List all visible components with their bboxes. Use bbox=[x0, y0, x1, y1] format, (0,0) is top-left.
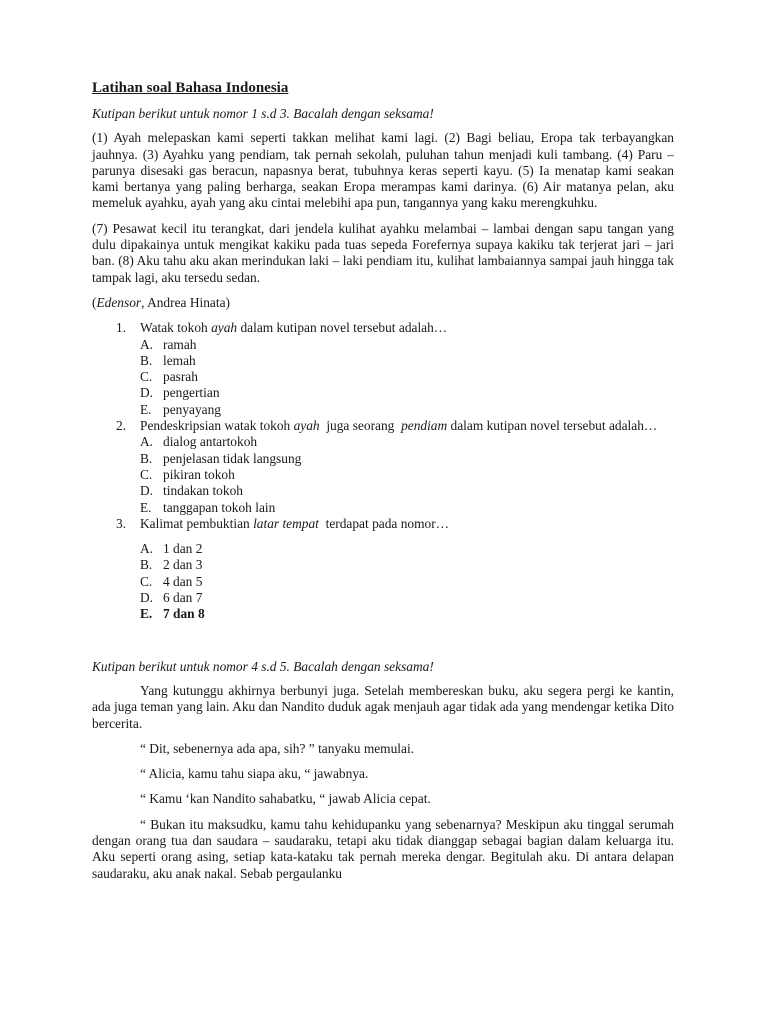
question-2 bbox=[92, 418, 674, 516]
option-text: 7 dan 8 bbox=[163, 606, 205, 622]
question-emphasis: pendiam bbox=[401, 418, 448, 434]
option-letter: A. bbox=[140, 336, 154, 352]
question-text-part: Watak tokoh bbox=[140, 320, 212, 336]
option-letter: C. bbox=[140, 573, 153, 589]
option-e[interactable] bbox=[140, 402, 674, 418]
question-text-part: juga seorang bbox=[319, 418, 402, 434]
option-letter: B. bbox=[140, 557, 153, 573]
question-emphasis: latar tempat bbox=[253, 515, 319, 531]
option-letter: A. bbox=[140, 541, 154, 557]
dialogue-line-3: “ Kamu ‘kan Nandito sahabatku, “ jawab Alicia cepat. bbox=[140, 791, 431, 807]
question-text-part: Kalimat pembuktian bbox=[140, 515, 254, 531]
option-d[interactable] bbox=[140, 483, 674, 499]
option-text: 1 dan 2 bbox=[163, 541, 203, 557]
passage-2-paragraph-2: “ Bukan itu maksudku, kamu tahu kehidupanku yang sebenarnya? Meskipun aku tinggal serumah dengan orang tua dan saudara – saudaraku, tetapi aku tidak dianggap sebagai bagian dalam keluarga itu. Aku seperti orang asing, setiap kata-kataku tak pernah mereka dengar. Begitulah aku. Di antara delapan saudaraku, aku anak nakal. Sebab pergaulanku bbox=[92, 816, 674, 881]
source-book-title: Edensor bbox=[96, 294, 142, 310]
source-author: , Andrea Hinata) bbox=[141, 294, 230, 310]
source-open: ( bbox=[92, 294, 97, 310]
option-text: penyayang bbox=[163, 401, 222, 417]
option-a[interactable] bbox=[140, 337, 674, 353]
question-emphasis: ayah bbox=[293, 418, 320, 434]
option-list bbox=[140, 337, 674, 418]
question-text-part: Pendeskripsian watak tokoh bbox=[140, 418, 294, 434]
option-c[interactable] bbox=[140, 467, 674, 483]
question-text-part: dalam kutipan novel tersebut adalah… bbox=[447, 418, 658, 434]
option-text: pikiran tokoh bbox=[163, 466, 235, 482]
option-letter: B. bbox=[140, 352, 153, 368]
option-list bbox=[140, 434, 674, 515]
option-b[interactable] bbox=[140, 451, 674, 467]
question-text bbox=[140, 516, 674, 532]
option-text: 4 dan 5 bbox=[163, 573, 203, 589]
question-text bbox=[140, 320, 674, 336]
question-1 bbox=[92, 320, 674, 418]
question-text bbox=[140, 418, 674, 434]
option-a[interactable] bbox=[140, 541, 674, 557]
option-text: ramah bbox=[163, 336, 197, 352]
document-content bbox=[92, 78, 674, 891]
dialogue-line-2: “ Alicia, kamu tahu siapa aku, “ jawabnya. bbox=[140, 766, 369, 782]
option-a[interactable] bbox=[140, 434, 674, 450]
option-letter: D. bbox=[140, 590, 154, 606]
option-text: dialog antartokoh bbox=[163, 434, 258, 450]
question-text-part: terdapat pada nomor… bbox=[318, 515, 450, 531]
passage-source bbox=[92, 295, 674, 311]
question-number: 2. bbox=[116, 418, 127, 434]
passage-1-paragraph-1: (1) Ayah melepaskan kami seperti takkan melihat kami lagi. (2) Bagi beliau, Eropa tak terbayangkan jauhnya. (3) Ayahku yang pendiam, tak pernah sekolah, puluhan tahun menjadi kuli tambang. (4) Paru – parunya disesaki gas beracun, napasnya berat, tubuhnya keras seperti kayu. (5) Ia menatap kami seakan kami bertanya yang paling berharga, seakan Eropa merampas kami darinya. (6) Air matanya pelan, aku memeluk ayahku, ayah yang aku cintai melebihi apa pun, tangannya yang kaku merengkuhku. bbox=[92, 130, 674, 211]
option-text: 2 dan 3 bbox=[163, 557, 203, 573]
option-e[interactable] bbox=[140, 500, 674, 516]
option-text: penjelasan tidak langsung bbox=[163, 450, 302, 466]
option-text: pengertian bbox=[163, 385, 220, 401]
question-text-part: dalam kutipan novel tersebut adalah… bbox=[237, 320, 448, 336]
passage-2-paragraph-1: Yang kutunggu akhirnya berbunyi juga. Setelah membereskan buku, aku segera pergi ke kantin, ada juga teman yang lain. Aku dan Nandito duduk agak menjauh agar tidak ada yang mendengar ketika Dito bercerita. bbox=[92, 682, 674, 731]
question-list bbox=[92, 320, 674, 622]
option-letter: D. bbox=[140, 385, 154, 401]
option-letter: D. bbox=[140, 483, 154, 499]
option-letter: C. bbox=[140, 466, 153, 482]
option-letter: E. bbox=[140, 401, 152, 417]
option-e-answer[interactable] bbox=[140, 606, 674, 622]
dialogue-line-1: “ Dit, sebenernya ada apa, sih? ” tanyaku memulai. bbox=[140, 740, 415, 756]
option-text: tanggapan tokoh lain bbox=[163, 499, 276, 515]
question-number: 3. bbox=[116, 515, 127, 531]
question-emphasis: ayah bbox=[211, 320, 238, 336]
option-letter: E. bbox=[140, 499, 152, 515]
option-b[interactable] bbox=[140, 353, 674, 369]
document-title: Latihan soal Bahasa Indonesia bbox=[92, 80, 289, 96]
option-text: tindakan tokoh bbox=[163, 483, 243, 499]
option-d[interactable] bbox=[140, 385, 674, 401]
option-text: lemah bbox=[163, 352, 196, 368]
option-d[interactable] bbox=[140, 590, 674, 606]
passage-1-instruction: Kutipan berikut untuk nomor 1 s.d 3. Bacalah dengan seksama! bbox=[92, 106, 434, 121]
question-number: 1. bbox=[116, 320, 127, 336]
option-letter: B. bbox=[140, 450, 153, 466]
option-letter: A. bbox=[140, 434, 154, 450]
question-3 bbox=[92, 516, 674, 623]
option-c[interactable] bbox=[140, 369, 674, 385]
option-text: pasrah bbox=[163, 369, 198, 385]
option-letter: E. bbox=[140, 606, 153, 622]
passage-2-instruction: Kutipan berikut untuk nomor 4 s.d 5. Bacalah dengan seksama! bbox=[92, 658, 434, 674]
option-c[interactable] bbox=[140, 574, 674, 590]
option-text: 6 dan 7 bbox=[163, 590, 203, 606]
option-list bbox=[140, 541, 674, 622]
option-b[interactable] bbox=[140, 557, 674, 573]
option-letter: C. bbox=[140, 369, 153, 385]
passage-1-paragraph-2: (7) Pesawat kecil itu terangkat, dari jendela kulihat ayahku melambai – lambai dengan sapu tangan yang dulu dipakainya untuk mengikat kakiku pada tuas sepeda Forefernya supaya kakiku tak terjerat jari – jari ban. (8) Aku tahu aku akan merindukan laki – laki pendiam itu, kulihat lambaiannya sampai jauh hingga tak tampak lagi, aku tersedu sedan. bbox=[92, 220, 674, 285]
